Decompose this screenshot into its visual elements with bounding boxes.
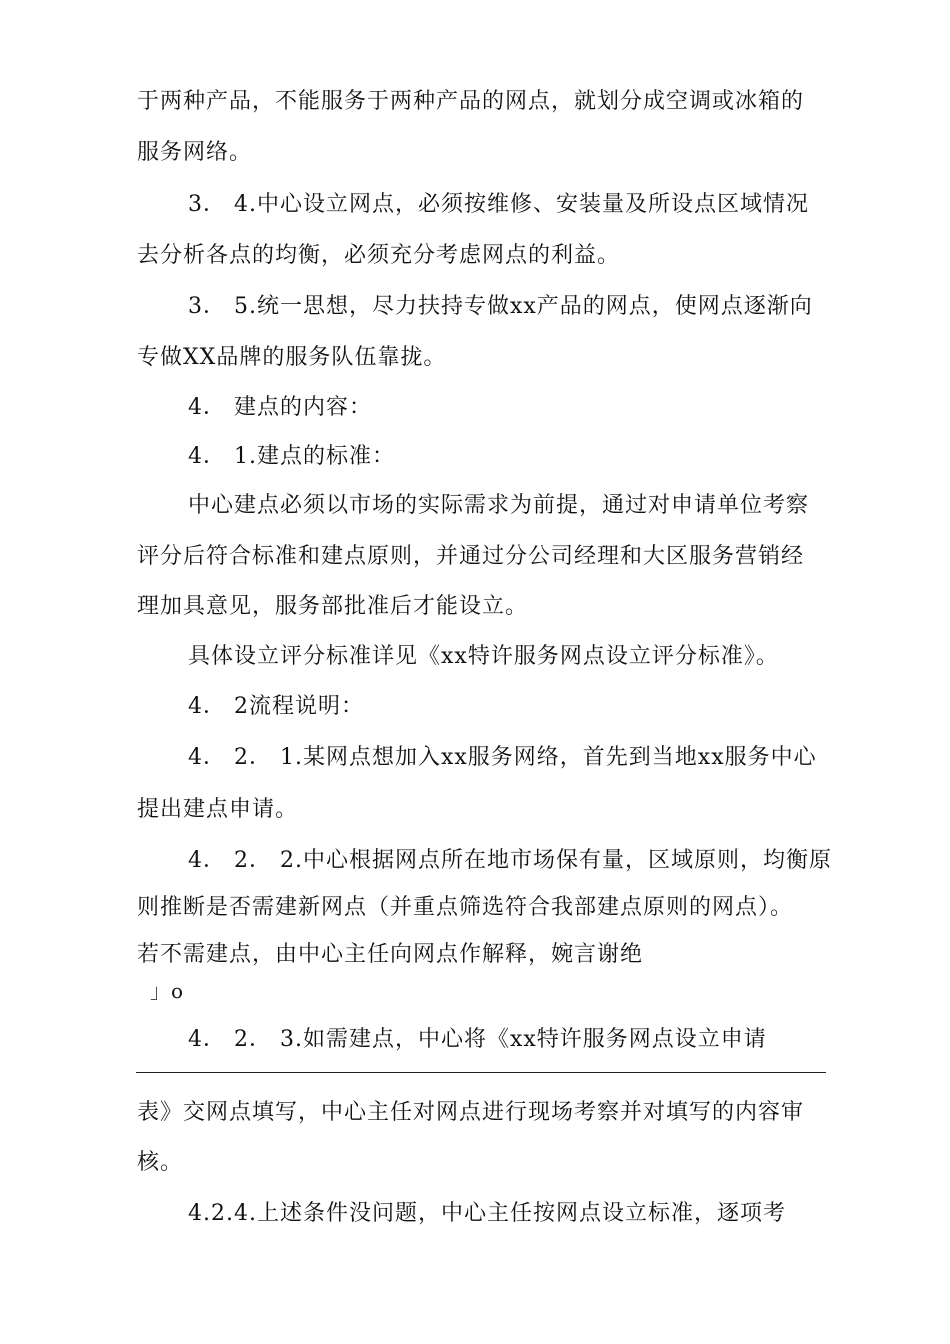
text-line-6: 专做XX品牌的服务队伍靠拢。 (137, 345, 447, 370)
subsection-heading: 4． 1.建点的标准： (188, 444, 395, 469)
text-line-12: 具体设立评分标准详见《xx特许服务网点设立评分标准》。 (188, 644, 779, 669)
text-line-21: 表》交网点填写，中心主任对网点进行现场考察并对填写的内容审 (137, 1100, 805, 1125)
subsection-heading-2: 4． 2流程说明： (188, 694, 364, 719)
text-line-23: 4.2.4.上述条件没问题，中心主任按网点设立标准，逐项考 (188, 1201, 786, 1226)
section-heading: 4． 建点的内容： (188, 395, 372, 420)
text-line-18: 若不需建点，由中心主任向网点作解释，婉言谢绝 (137, 942, 644, 967)
stray-mark: 」o (150, 979, 185, 1003)
text-line-22: 核。 (137, 1150, 184, 1175)
text-line-10: 评分后符合标准和建点原则，并通过分公司经理和大区服务营销经 (137, 544, 805, 569)
text-line-15: 提出建点申请。 (137, 797, 299, 822)
text-line-9: 中心建点必须以市场的实际需求为前提，通过对申请单位考察 (188, 493, 810, 518)
text-line-20: 4． 2． 3.如需建点，中心将《xx特许服务网点设立申请 (188, 1027, 767, 1052)
text-line-17: 则推断是否需建新网点（并重点筛选符合我部建点原则的网点）。 (137, 895, 794, 920)
text-line-1: 于两种产品，不能服务于两种产品的网点，就划分成空调或冰箱的 (137, 89, 805, 114)
text-line-14: 4． 2． 1.某网点想加入xx服务网络，首先到当地xx服务中心 (188, 745, 817, 770)
text-line-4: 去分析各点的均衡，必须充分考虑网点的利益。 (137, 243, 621, 268)
text-line-5: 3． 5.统一思想，尽力扶持专做xx产品的网点，使网点逐渐向 (188, 294, 813, 319)
text-line-2: 服务网络。 (137, 140, 253, 165)
horizontal-rule (136, 1072, 826, 1073)
text-line-16: 4． 2． 2.中心根据网点所在地市场保有量，区域原则，均衡原 (188, 848, 832, 873)
text-line-3: 3． 4.中心设立网点，必须按维修、安装量及所设点区域情况 (188, 192, 809, 217)
text-line-11: 理加具意见，服务部批准后才能设立。 (137, 594, 529, 619)
